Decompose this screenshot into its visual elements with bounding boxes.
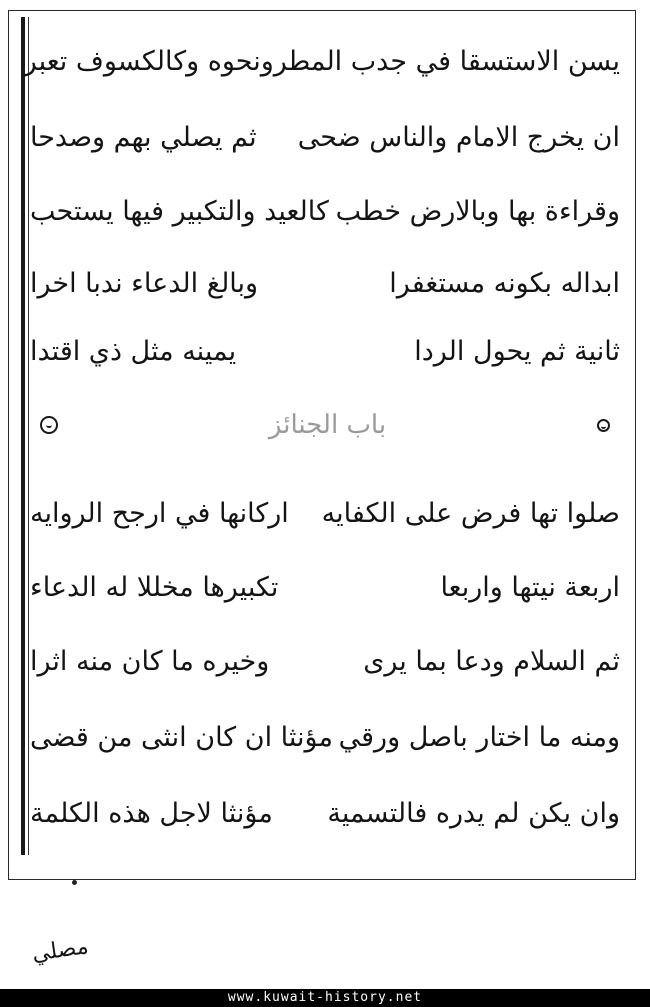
verse-line bbox=[30, 492, 620, 536]
verse-second-hemistich: وخيره ما كان منه اثرا bbox=[30, 646, 270, 677]
verse-line bbox=[30, 792, 620, 836]
verse-second-hemistich: يمينه مثل ذي اقتدا bbox=[30, 336, 237, 367]
verse-line bbox=[30, 330, 620, 374]
ornament-icon bbox=[597, 419, 610, 432]
verse-line bbox=[30, 566, 620, 610]
verse-second-hemistich: تكبيرها مخللا له الدعاء bbox=[30, 572, 279, 603]
verse-line bbox=[30, 190, 620, 234]
verse-line bbox=[30, 116, 620, 160]
margin-rule-thin bbox=[28, 17, 29, 855]
section-heading: باب الجنائز bbox=[268, 410, 387, 440]
verse-first-hemistich: ان يخرج الامام والناس ضحى bbox=[297, 122, 620, 153]
verse-first-hemistich: اربعة نيتها واربعا bbox=[440, 572, 620, 603]
verse-line bbox=[30, 262, 620, 306]
section-heading-row bbox=[40, 400, 610, 450]
verse-second-hemistich: وبالغ الدعاء ندبا اخرا bbox=[30, 268, 259, 299]
verse-first-hemistich: ابداله بكونه مستغفرا bbox=[389, 268, 620, 299]
verse-second-hemistich: ثم يصلي بهم وصدحا bbox=[30, 122, 257, 153]
ink-dot bbox=[72, 880, 77, 885]
verse-line bbox=[30, 640, 620, 684]
verse-line bbox=[30, 716, 620, 760]
verse-second-hemistich: ونحوه وكالكسوف تعبر bbox=[23, 46, 274, 77]
margin-note: مصلي bbox=[30, 934, 90, 967]
verse-second-hemistich: مؤنثا ان كان انثى من قضى bbox=[30, 722, 333, 753]
verse-first-hemistich: ثانية ثم يحول الردا bbox=[414, 336, 620, 367]
verse-second-hemistich: اركانها في ارجح الروايه bbox=[30, 498, 289, 529]
margin-rule-thick bbox=[21, 17, 25, 855]
footer-watermark: www.kuwait-history.net bbox=[0, 989, 650, 1007]
verse-line bbox=[23, 40, 620, 84]
verse-first-hemistich: ومنه ما اختار باصل ورقي bbox=[338, 722, 620, 753]
verse-first-hemistich: وقراءة بها وبالارض خطب bbox=[335, 196, 620, 227]
verse-second-hemistich: مؤنثا لاجل هذه الكلمة bbox=[30, 798, 273, 829]
verse-second-hemistich: كالعيد والتكبير فيها يستحب bbox=[30, 196, 329, 227]
verse-first-hemistich: صلوا تها فرض على الكفايه bbox=[321, 498, 620, 529]
ornament-icon bbox=[40, 416, 58, 434]
verse-first-hemistich: وان يكن لم يدره فالتسمية bbox=[327, 798, 620, 829]
verse-first-hemistich: ثم السلام ودعا بما يرى bbox=[363, 646, 620, 677]
verse-first-hemistich: يسن الاستسقا في جدب المطر bbox=[273, 46, 620, 77]
